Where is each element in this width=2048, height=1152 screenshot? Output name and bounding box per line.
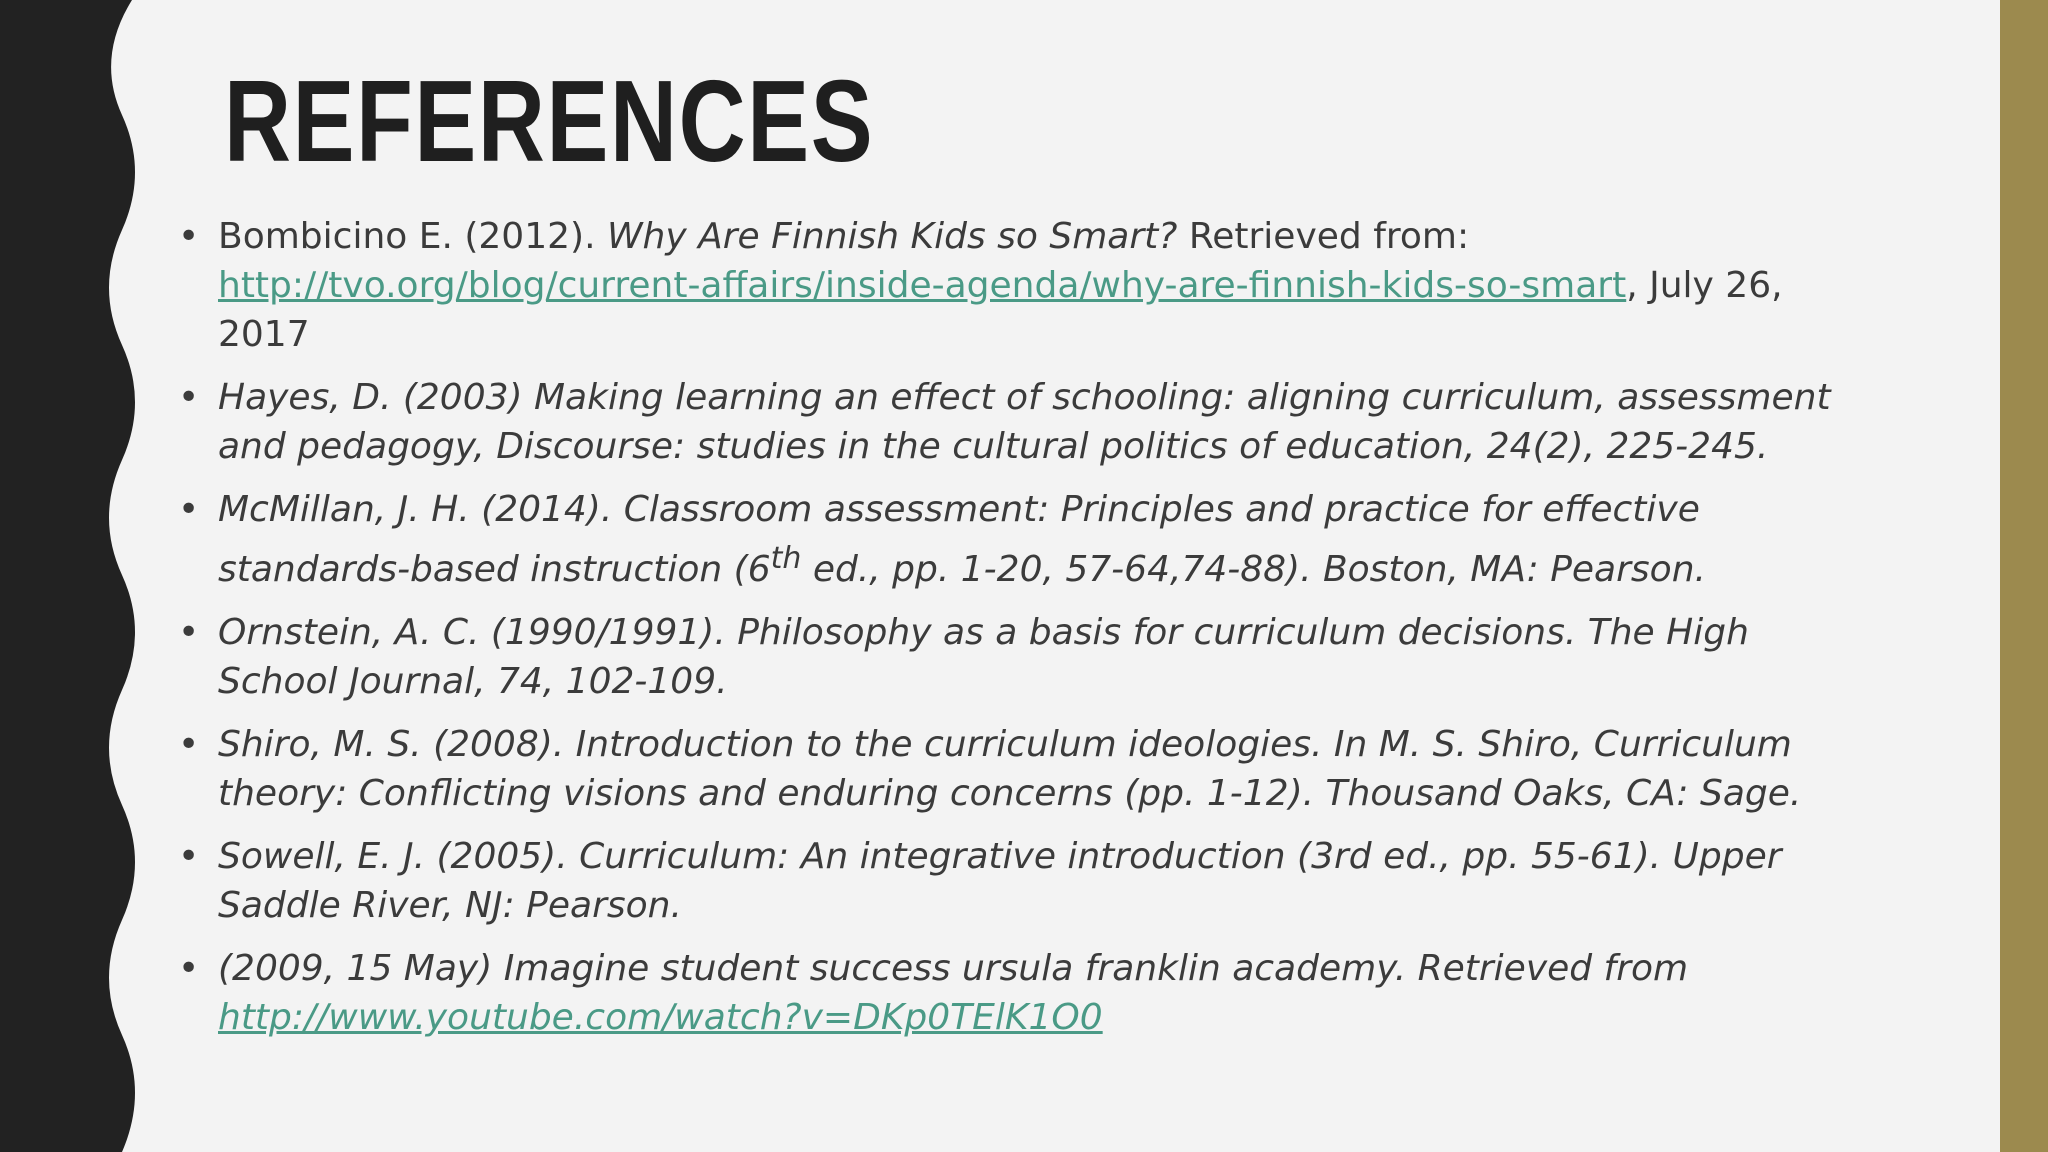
bullet-icon: •	[178, 612, 200, 653]
reference-item-ornstein	[178, 608, 1858, 706]
reference-text: Sowell, E. J. (2005). Curriculum: An integrative introduction (3rd ed., pp. 55-61). Upper Saddle River, NJ: Pearson.	[218, 836, 1782, 926]
wavy-left-band	[0, 0, 160, 1152]
reference-text: McMillan, J. H. (2014). Classroom assessment: Principles and practice for effective standards-based instruction (6	[218, 489, 1700, 590]
reference-text-continued: ed., pp. 1-20, 57-64,74-88). Boston, MA: Pearson.	[801, 549, 1706, 590]
bullet-icon: •	[178, 377, 200, 418]
reference-superscript: th	[770, 541, 802, 576]
bullet-icon: •	[178, 216, 200, 257]
reference-item-sowell	[178, 832, 1858, 930]
reference-item-bombicino	[178, 212, 1858, 359]
reference-title: Why Are Finnish Kids so Smart?	[606, 216, 1178, 257]
references-list	[178, 212, 1858, 1056]
reference-link[interactable]: http://www.youtube.com/watch?v=DKp0TElK1O0	[218, 997, 1103, 1038]
reference-date: , July 26, 2017	[218, 265, 1783, 355]
reference-author-year: Bombicino E. (2012).	[218, 216, 607, 257]
bullet-icon: •	[178, 948, 200, 989]
right-accent-band	[2000, 0, 2048, 1152]
reference-text: Shiro, M. S. (2008). Introduction to the curriculum ideologies. In M. S. Shiro, Curriculum theory: Conflicting visions and enduring concerns (pp. 1-12). Thousand Oaks, CA: Sage.	[218, 724, 1802, 814]
bullet-icon: •	[178, 489, 200, 530]
bullet-icon: •	[178, 724, 200, 765]
reference-item-ursula-franklin	[178, 944, 1858, 1042]
reference-text: Ornstein, A. C. (1990/1991). Philosophy as a basis for curriculum decisions. The High School Journal, 74, 102-109.	[218, 612, 1749, 702]
reference-item-mcmillan	[178, 485, 1858, 594]
reference-link[interactable]: http://tvo.org/blog/current-affairs/inside-agenda/why-are-finnish-kids-so-smart	[218, 265, 1627, 306]
reference-item-shiro	[178, 720, 1858, 818]
reference-text: Hayes, D. (2003) Making learning an effect of schooling: aligning curriculum, assessment and pedagogy, Discourse: studies in the cultural politics of education, 24(2), 225-245.	[218, 377, 1831, 467]
reference-text: (2009, 15 May) Imagine student success ursula franklin academy. Retrieved from	[218, 948, 1689, 989]
reference-item-hayes	[178, 373, 1858, 471]
page-title: REFERENCES	[224, 56, 875, 186]
bullet-icon: •	[178, 836, 200, 877]
reference-retrieved-text: Retrieved from:	[1177, 216, 1470, 257]
